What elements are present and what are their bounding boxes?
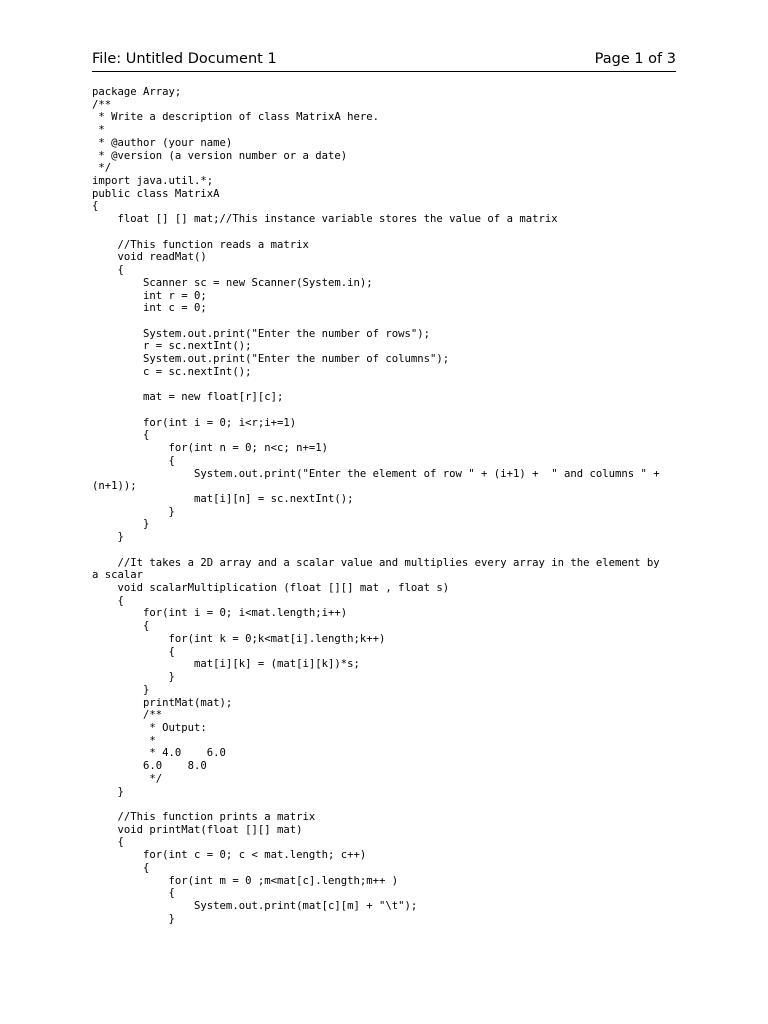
code-line: } (92, 531, 124, 544)
code-line: } (92, 683, 150, 696)
code-line: mat[i][k] = (mat[i][k])*s; (92, 658, 360, 671)
code-line: //This function prints a matrix (92, 810, 316, 823)
file-name-label: File: Untitled Document 1 (92, 51, 277, 67)
code-line: for(int i = 0; i<r;i+=1) (92, 416, 297, 429)
code-line: void readMat() (92, 251, 207, 264)
code-line: public class MatrixA (92, 187, 220, 200)
code-line: System.out.print("Enter the number of columns"); (92, 353, 450, 366)
code-line: /** (92, 709, 163, 722)
code-line: int c = 0; (92, 302, 207, 315)
code-line (92, 226, 676, 239)
header-divider (92, 71, 676, 72)
code-line: void scalarMultiplication (float [][] mat , float s) (92, 582, 450, 595)
code-line: { (92, 429, 150, 442)
code-line: * (92, 734, 156, 747)
code-line: //This function reads a matrix (92, 238, 309, 251)
code-line: */ (92, 162, 112, 175)
code-line: { (92, 861, 150, 874)
code-line: for(int i = 0; i<mat.length;i++) (92, 607, 348, 620)
code-line: { (92, 264, 124, 277)
code-line: } (92, 505, 175, 518)
code-line: for(int m = 0 ;m<mat[c].length;m++ ) (92, 874, 399, 887)
code-line: 6.0 8.0 (92, 760, 207, 773)
code-line: * (92, 124, 105, 137)
code-line: //It takes a 2D array and a scalar value and multiplies every array in the element by (92, 556, 660, 569)
code-line (92, 798, 676, 811)
code-line: { (92, 887, 175, 900)
code-line: int r = 0; (92, 289, 207, 302)
code-line: */ (92, 772, 163, 785)
code-line: * @version (a version number or a date) (92, 149, 348, 162)
code-line: for(int c = 0; c < mat.length; c++) (92, 849, 367, 862)
code-line: * Write a description of class MatrixA here. (92, 111, 380, 124)
code-line: { (92, 620, 150, 633)
code-line: { (92, 594, 124, 607)
page-header (92, 49, 676, 71)
code-line: Scanner sc = new Scanner(System.in); (92, 276, 373, 289)
page-number-label: Page 1 of 3 (594, 51, 676, 67)
code-line: import java.util.*; (92, 175, 214, 188)
code-line: * Output: (92, 721, 207, 734)
code-line: mat[i][n] = sc.nextInt(); (92, 493, 354, 505)
code-line: c = sc.nextInt(); (92, 365, 252, 378)
code-line: * 4.0 6.0 (92, 747, 226, 760)
code-line (92, 315, 676, 328)
code-line: void printMat(float [][] mat) (92, 823, 303, 836)
code-line: for(int n = 0; n<c; n+=1) (92, 442, 328, 455)
code-line: System.out.print("Enter the element of row " + (i+1) + " and columns " + (92, 467, 660, 480)
code-line: { (92, 200, 99, 213)
code-line (92, 544, 676, 557)
code-line: /** (92, 98, 112, 111)
code-line: } (92, 518, 150, 531)
code-listing (92, 86, 676, 925)
code-line: System.out.print("Enter the number of rows"); (92, 327, 431, 340)
code-line: a scalar (92, 569, 144, 582)
code-line: * @author (your name) (92, 136, 233, 149)
code-line: float [] [] mat;//This instance variable stores the value of a matrix (92, 213, 558, 226)
code-line: r = sc.nextInt(); (92, 340, 252, 353)
code-line (92, 379, 676, 392)
code-line: { (92, 645, 175, 658)
code-line: printMat(mat); (92, 696, 233, 709)
code-line: System.out.print(mat[c][m] + "\t"); (92, 900, 418, 912)
code-line: mat = new float[r][c]; (92, 391, 284, 404)
code-line: { (92, 454, 175, 467)
code-line: } (92, 912, 175, 925)
code-line: for(int k = 0;k<mat[i].length;k++) (92, 632, 386, 645)
code-line: package Array; (92, 86, 182, 98)
code-line: { (92, 836, 124, 849)
code-line: } (92, 785, 124, 798)
code-line: } (92, 671, 175, 684)
code-line (92, 404, 676, 417)
code-line: (n+1)); (92, 480, 137, 493)
